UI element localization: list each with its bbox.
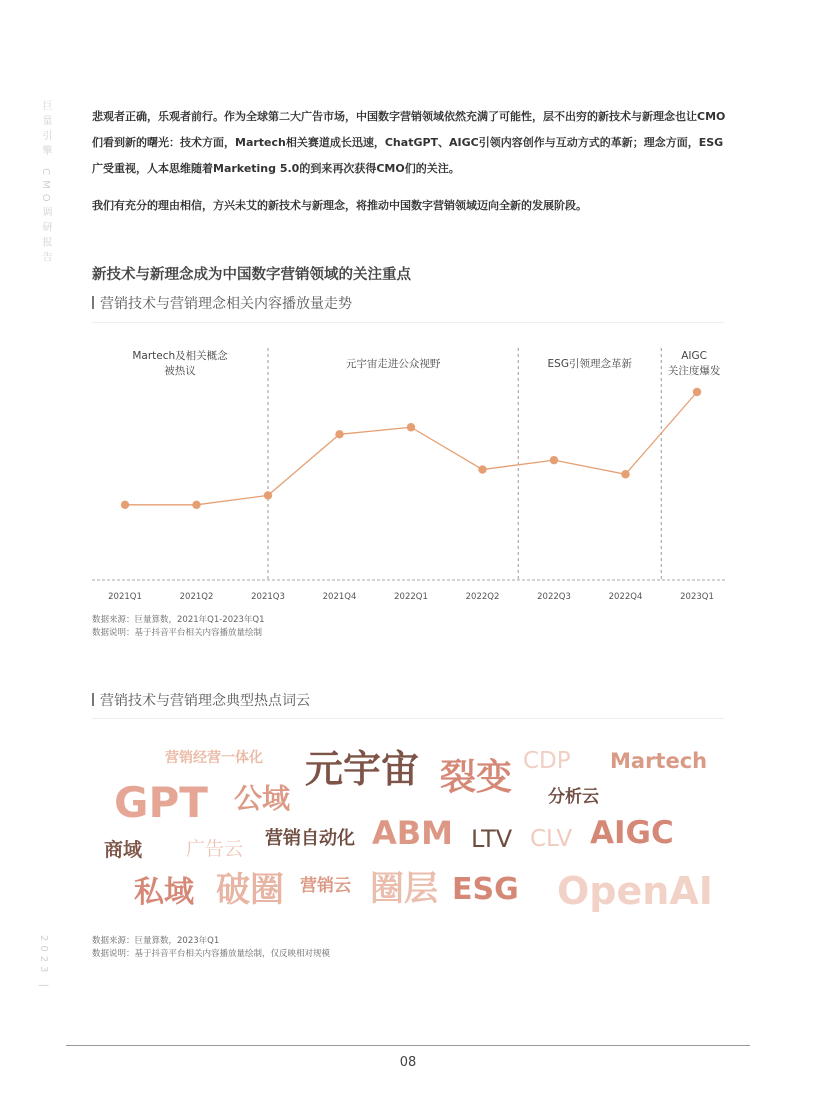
x-tick-label: 2021Q2 xyxy=(179,592,214,602)
word-cloud-term: 营销经营一体化 xyxy=(165,750,263,766)
footer-rule xyxy=(66,1045,750,1046)
phase-label: Martech及相关概念被热议 xyxy=(132,350,228,377)
word-cloud-term: 元宇宙 xyxy=(305,747,420,791)
word-cloud-term: 破圈 xyxy=(216,870,284,910)
sidebar-year: 2023 | xyxy=(38,935,49,991)
intro-paragraph-1: 悲观者正确，乐观者前行。作为全球第二大广告市场，中国数字营销领域依然充满了可能性，层不出穷的新技术与新理念也让CMO们看到新的曙光：技术方面，Martech相关赛道成长迅速，ChatGPT、AIGC引领内容创作与互动方式的革新；理念方面，ESG广受重视，人本思维随着Marketing 5.0的到来再次获得CMO们的关注。 xyxy=(92,110,726,175)
word-cloud-term: 裂变 xyxy=(440,757,513,798)
word-cloud-term: Martech xyxy=(610,749,708,773)
section-title: 新技术与新理念成为中国数字营销领域的关注重点 xyxy=(92,267,411,283)
word-cloud-term: 私域 xyxy=(134,875,194,910)
word-cloud-term: CDP xyxy=(523,748,571,774)
x-tick-label: 2022Q1 xyxy=(394,592,428,602)
x-tick-label: 2021Q3 xyxy=(251,592,285,602)
chart-source: 数据来源：巨量算数，2021年Q1-2023年Q1 xyxy=(92,615,265,625)
word-cloud-term: 商域 xyxy=(104,839,143,861)
data-point xyxy=(693,388,701,396)
word-cloud-title: 营销技术与营销理念典型热点词云 xyxy=(100,693,310,709)
x-tick-label: 2023Q1 xyxy=(680,592,714,602)
word-cloud-term: 公域 xyxy=(234,782,291,815)
word-cloud-term: ABM xyxy=(372,814,453,852)
word-cloud-term: CLV xyxy=(530,826,573,852)
phase-label: AIGC 关注度爆发 xyxy=(667,350,721,377)
chart-source-note xyxy=(92,614,265,640)
sidebar-report-title: 巨量引擎 CMO调研报告 xyxy=(40,100,51,267)
data-point xyxy=(192,501,200,509)
word-cloud-source: 数据来源：巨量算数，2023年Q1 xyxy=(92,936,220,946)
word-cloud-term: 广告云 xyxy=(186,838,244,860)
heading-bar xyxy=(92,693,94,706)
x-tick-label: 2022Q3 xyxy=(537,592,571,602)
intro-paragraph-2: 我们有充分的理由相信，方兴未艾的新技术与新理念，将推动中国数字营销领域迈向全新的发展阶段。 xyxy=(92,199,587,212)
chart-description: 数据说明：基于抖音平台相关内容播放量绘制 xyxy=(92,628,263,638)
data-point xyxy=(121,501,129,509)
word-cloud-term: 营销自动化 xyxy=(265,828,355,849)
word-cloud-term: AIGC xyxy=(590,815,674,851)
word-cloud-term: 分析云 xyxy=(548,787,599,807)
word-cloud-source-note xyxy=(92,935,330,961)
chart-title: 营销技术与营销理念相关内容播放量走势 xyxy=(100,296,352,312)
word-cloud-term: 营销云 xyxy=(300,876,351,896)
word-cloud-heading-rule xyxy=(92,718,724,719)
word-cloud-term: LTV xyxy=(471,825,513,853)
x-tick-label: 2021Q4 xyxy=(322,592,357,602)
data-point xyxy=(264,491,272,499)
data-point xyxy=(478,465,486,473)
word-cloud-description: 数据说明：基于抖音平台相关内容播放量绘制，仅反映相对规模 xyxy=(92,949,331,959)
x-tick-label: 2021Q1 xyxy=(108,592,142,602)
phase-label: 元宇宙走进公众视野 xyxy=(345,358,441,370)
data-point xyxy=(550,456,558,464)
phase-label: ESG引领理念革新 xyxy=(547,358,632,370)
word-cloud-term: ESG xyxy=(452,872,519,907)
x-tick-label: 2022Q4 xyxy=(608,592,643,602)
data-point xyxy=(335,430,343,438)
data-point xyxy=(407,423,415,431)
word-cloud-term: GPT xyxy=(114,778,208,827)
data-point xyxy=(621,470,629,478)
page-number: 08 xyxy=(399,1055,417,1070)
word-cloud-term: OpenAI xyxy=(557,869,713,913)
word-cloud-heading xyxy=(92,690,310,710)
x-tick-label: 2022Q2 xyxy=(465,592,500,602)
series-line xyxy=(125,392,697,505)
word-cloud-term: 圈层 xyxy=(370,869,438,909)
